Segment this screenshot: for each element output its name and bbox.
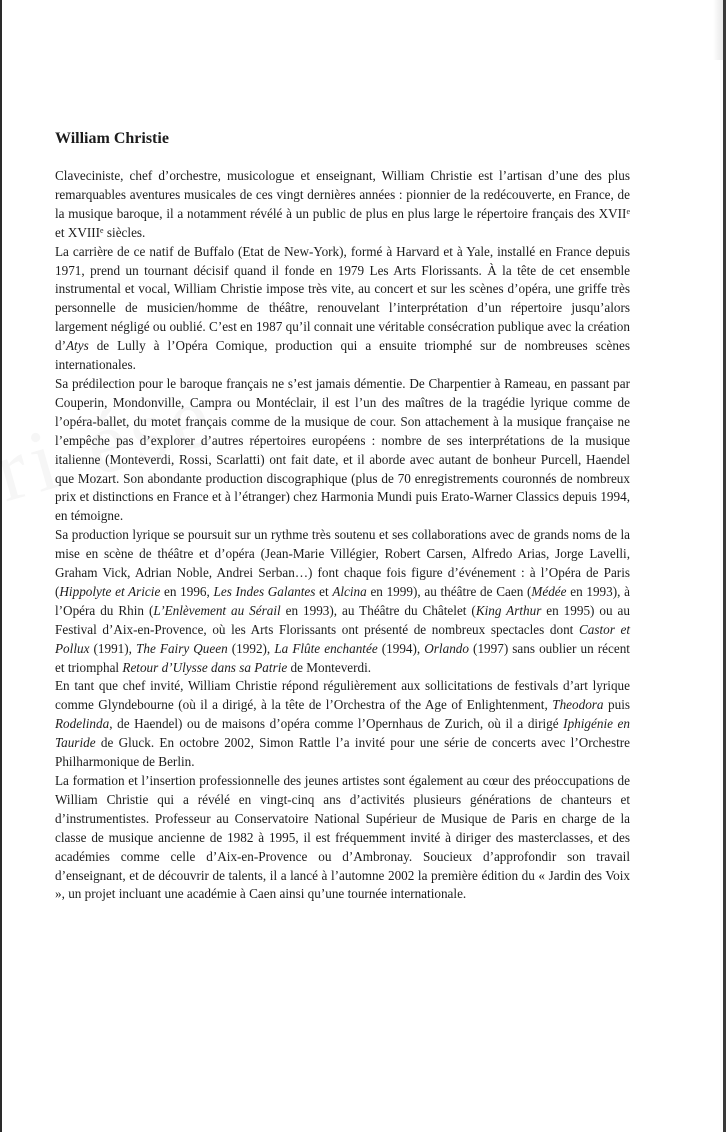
italic-title: L’Enlèvement au Sérail	[153, 602, 281, 618]
text-run: (1994),	[377, 640, 425, 656]
paragraph	[55, 526, 630, 677]
text-run: en 1995) ou au Festival d’Aix-en-Provence, où les Arts Florissants ont présenté de nombreux spectacles dont	[55, 602, 630, 637]
superscript: e	[100, 225, 104, 235]
text-run: Sa production lyrique se poursuit sur un rythme très soutenu et ses collaborations avec de grands noms de la mise en scène de théâtre et d’opéra (Jean-Marie Villégier, Robert Carsen, Alfredo Arias, Jorge Lavelli, Graham Vick, Adrian Noble, Andrei Serban…) font chaque fois figure d’événement : à l’Opéra de Paris (	[55, 527, 630, 599]
paragraph	[55, 243, 630, 375]
italic-title: Castor et Pollux	[55, 621, 630, 656]
italic-title: La Flûte enchantée	[274, 640, 378, 656]
text-run: et XVIII	[55, 224, 101, 240]
text-run: de Gluck. En octobre 2002, Simon Rattle l’a invité pour une série de concerts avec l’Orchestre Philharmonique de Berlin.	[55, 735, 630, 770]
italic-title: Alcina	[332, 583, 367, 599]
paragraph	[55, 677, 630, 772]
scan-edge-left	[0, 0, 2, 1132]
paragraph	[55, 375, 630, 526]
text-run: Claveciniste, chef d’orchestre, musicologue et enseignant, William Christie est l’artisan d’une des plus remarquables aventures musicales de ces vingt dernières années : pionnier de la redécouverte, en France, de la musique baroque, il a notamment révélé à un public de plus en plus large le répertoire français des XVII	[55, 168, 630, 221]
text-run: en 1996,	[160, 583, 214, 599]
text-run: en 1993), à l’Opéra du Rhin (	[55, 583, 630, 618]
italic-title: Orlando	[424, 640, 469, 656]
italic-title: Médée	[531, 583, 567, 599]
text-run: siècles.	[103, 224, 146, 240]
article-title: William Christie	[55, 130, 169, 147]
italic-title: The Fairy Queen	[136, 640, 228, 656]
italic-title: Theodora	[552, 697, 604, 713]
italic-title: Retour d’Ulysse dans sa Patrie	[122, 659, 288, 675]
text-run: (1992),	[227, 640, 275, 656]
text-run: et	[315, 583, 333, 599]
text-run: La carrière de ce natif de Buffalo (Etat de New-York), formé à Harvard et à Yale, installé en France depuis 1971, prend un tournant décisif quand il fonde en 1979 Les Arts Florissants. À la tête de cet ensemble instrumental et vocal, William Christie impose très vite, au concert et sur les scènes d’opéra, une griffe très personnelle de musicien/homme de théâtre, renouvelant l’interprétation d’un répertoire jusqu’alors largement négligé ou oublié. C’est en 1987 qu’il connait une véritable consécration publique avec la création d’	[55, 243, 630, 354]
italic-title: Les Indes Galantes	[213, 583, 316, 599]
text-run: en 1999), au théâtre de Caen (	[366, 583, 532, 599]
paragraph	[55, 772, 630, 904]
superscript: e	[626, 206, 630, 216]
text-run: , de Haendel) ou de maisons d’opéra comme l’Opernhaus de Zurich, où il a dirigé	[109, 716, 564, 732]
text-run: La formation et l’insertion professionnelle des jeunes artistes sont également au cœur des préoccupations de William Christie qui a révélé en vingt-cinq ans d’activités plusieurs générations de chanteurs et d’instrumentistes. Professeur au Conservatoire National Supérieur de Musique de Paris en charge de la classe de musique ancienne de 1982 à 1995, il est fréquemment invité à diriger des masterclasses, et des académies comme celle d’Aix-en-Provence ou d’Ambronay. Soucieux d’approfondir son travail d’enseignant, et de découvrir de talents, il a lancé à l’automne 2002 la première édition du « Jardin des Voix », un projet incluant une académie à Caen ainsi qu’une tournée internationale.	[55, 773, 630, 902]
italic-title: Rodelinda	[55, 716, 110, 732]
text-run: de Lully à l’Opéra Comique, production qui a ensuite triomphé sur de nombreuses scènes internationales.	[55, 338, 630, 373]
article-body	[55, 129, 630, 904]
text-run: Sa prédilection pour le baroque français ne s’est jamais démentie. De Charpentier à Rameau, en passant par Couperin, Mondonville, Campra ou Montéclair, il est l’un des maîtres de la tragédie lyrique comme de l’opéra-ballet, du motet français comme de la musique de cour. Son attachement à la musique française ne l’empêche pas d’explorer d’autres répertoires européens : nombre de ses interprétations de la musique italienne (Monteverdi, Rossi, Scarlatti) ont fait date, et il aborde avec autant de bonheur Purcell, Haendel que Mozart. Son abondante production discographique (plus de 70 enregistrements couronnés de nombreux prix et distinctions en France et à l’étranger) chez Harmonia Mundi puis Erato-Warner Classics depuis 1994, en témoigne.	[55, 375, 630, 524]
paragraph	[55, 167, 630, 243]
text-run: en 1993), au Théâtre du Châtelet (	[280, 602, 476, 618]
text-run: (1997) sans oublier un récent et triomphal	[55, 640, 630, 675]
text-run: (1991),	[89, 640, 137, 656]
paragraph-list	[55, 167, 630, 904]
text-run: de Monteverdi.	[287, 659, 372, 675]
text-run: puis	[603, 697, 630, 713]
text-run: En tant que chef invité, William Christie répond régulièrement aux sollicitations de festivals d’art lyrique comme Glyndebourne (où il a dirigé, à la tête de l’Orchestra of the Age of Enlightenment,	[55, 678, 630, 713]
italic-title: Iphigénie en Tauride	[55, 716, 631, 751]
italic-title: King Arthur	[475, 602, 542, 618]
scan-shadow	[713, 0, 723, 60]
italic-title: Atys	[66, 338, 89, 354]
italic-title: Hippolyte et Aricie	[59, 583, 161, 599]
